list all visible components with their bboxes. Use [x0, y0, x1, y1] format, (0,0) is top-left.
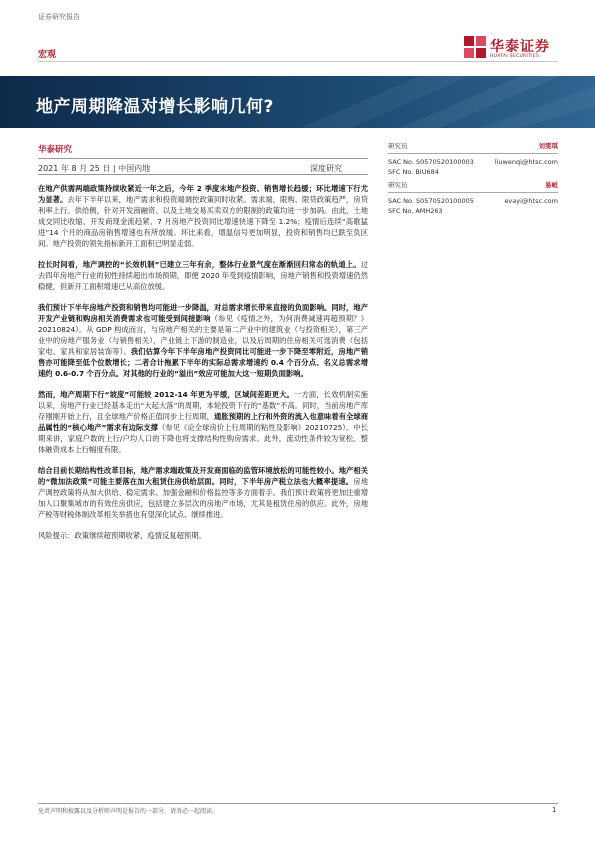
- page-number: 1: [552, 806, 557, 814]
- logo-text-cn: 华泰证券: [490, 39, 550, 55]
- paragraph-text: 房地产调控政策将从加大供给、稳定需求、加强金融和价格监控等多方面着手。我们预计政策将更加注重增加人口聚集城市的有效住房供应，包括建立多层次的房地产市场，尤其是租赁住房的供应。此外，房地产税等财税体制改革相关举措也有望深化试点、继续推进。: [38, 477, 368, 519]
- report-type: 深度研究: [310, 164, 342, 173]
- analyst-name: 刘雯琪: [538, 142, 558, 150]
- body-paragraph: [38, 389, 368, 455]
- report-body: [38, 183, 368, 551]
- analyst-sfc: SFC No. AMH263: [388, 207, 443, 215]
- paragraph-lead: 在地产供需两端政策持续收紧近一年之后，今年 2 季度末地产投资、销售增长趋缓；环比增速下行尤为显著。: [38, 184, 368, 204]
- report-region: 中国内地: [118, 164, 151, 173]
- paragraph-text: 过去四年房地产行业的韧性持续超出市场预期，即便 2020 年受到疫情影响，房地产销售和投资增速仍然稳健，但新开工面积增速已从高位放缓。: [38, 260, 368, 291]
- meta-divider-top: [38, 158, 368, 159]
- analyst-role: 研究员: [388, 142, 408, 150]
- report-date-line: [38, 163, 150, 174]
- analyst-divider: [388, 153, 558, 154]
- paragraph-lead: 我们预计下半年房地产投资和销售均可能进一步降温，对总需求增长带来直接的负面影响。同时，地产开发产业链和购房相关消费需求也可能受到间接影响: [38, 303, 368, 323]
- paragraph-lead: 然而，地产周期下行“坡度”可能较 2012-14 年更为平缓，区域间差距更大。: [38, 390, 295, 399]
- paragraph-lead: 拉长时间看，地产调控的“长效机制”已建立三年有余，整体行业景气度在渐渐回归常态的轨道上。: [38, 260, 361, 269]
- paragraph-text: 去年下半年以来，地产需求和投资端调控政策同时收紧。需求端，限购、限贷政策趋严，房贷利率上行。供给侧，针对开发商融资、以及土地交易买卖双方的限制的政策均进一步加码。由此，土地成交同比收缩、开发商现金流趋紧。7 月房地产投资同比增速快速下降至 1.2%；疫情后连续“高歌猛进”14 个月的商品房销售增速也有所放缓。环比来看，增温信号更加明显，投资和销售均已跌至负区间。地产投资的领先指标新开工面积已明显走弱。: [38, 195, 369, 248]
- analyst-card: [388, 141, 558, 177]
- report-title: 地产周期降温对增长影响几何?: [36, 97, 274, 117]
- paragraph-text: （参见《论全球房价上行周期的粘性及影响》20210725）。中长期来讲，家庭户数的上行/户均人口的下降也将支撑结构性购房需求。此外，流动性条件较为宽松、整体融资成本上行幅度有限。: [38, 423, 368, 454]
- analyst-email[interactable]: evayi@htsc.com: [504, 197, 558, 205]
- analyst-sfc: SFC No. BIU684: [388, 168, 439, 176]
- report-date: 2021 年 8 月 25 日: [38, 164, 111, 173]
- analyst-name: 易峘: [545, 181, 558, 189]
- analyst-sac: SAC No. S0570520100005: [388, 197, 474, 205]
- meta-divider-bottom: [38, 174, 368, 175]
- paragraph-emphasis: 通胀预期的上行和外资的流入也意味着有全球商品属性的“核心地产”需求有边际支撑: [38, 412, 369, 432]
- paragraph-lead: 结合目前长期结构性改革目标，地产需求端政策及开发商面临的监管环境放松的可能性较小。地产相关的“微加法政策”可能主要落在加大租赁住房供给层面。同时，下半年房产税立法也大概率提速。: [38, 466, 368, 486]
- body-paragraph: [38, 302, 368, 379]
- body-paragraph: [38, 183, 368, 249]
- research-org: 华泰研究: [38, 145, 73, 155]
- paragraph-text: 一方面，长效机制实施以来，房地产行业已经基本走出“大起大落”的周期，本轮投资下行的“基数”不高。同时，当前房地产库存刚刚开始上行，且全球地产价格正值同步上行周期，: [38, 390, 368, 421]
- analyst-card: [388, 180, 558, 216]
- analyst-divider: [388, 192, 558, 193]
- paragraph-emphasis: 我们估算今年下半年房地产投资同比可能进一步下降至零附近，房地产销售亦可能降至低个位数增长；二者合计拖累下半年的实际总需求增速约 0.4 个百分点、名义总需求增速约 0.6-0.7 个百分点。对其他的行业的“溢出”效应可能加大这一短期负面影响。: [38, 347, 368, 378]
- section-label: 宏观: [38, 50, 57, 60]
- body-paragraph: [38, 259, 368, 292]
- report-type-label: 证券研究报告: [38, 13, 80, 21]
- risk-warning: 风险提示：政策继续超预期收紧，疫情反复超预期。: [38, 531, 206, 540]
- analyst-sac: SAC No. S0570520100003: [388, 158, 474, 166]
- company-logo: [464, 34, 564, 64]
- analyst-role: 研究员: [388, 181, 408, 189]
- footer-disclaimer: 免责声明和披露以及分析师声明是报告的一部分，请务必一起阅读。: [38, 808, 219, 815]
- footer-divider: [38, 803, 558, 804]
- paragraph-text: （参见《疫情之外，为何消费减速再超预期？》20210824）。从 GDP 构成而言，与房地产相关的主要是第二产业中的建筑业（与投资相关），第三产业中的房地产服务业（与销售相关），产业链上下游的制造业，以及后周期的住房相关可选消费（包括家电、家具和家居装饰等）。: [38, 314, 368, 356]
- analyst-email[interactable]: liuwenqi@htsc.com: [494, 158, 558, 166]
- logo-text-en: HUATAI SECURITIES: [490, 54, 540, 59]
- body-paragraph: [38, 465, 368, 520]
- separator: |: [112, 164, 119, 173]
- logo-mark-icon: [464, 36, 486, 58]
